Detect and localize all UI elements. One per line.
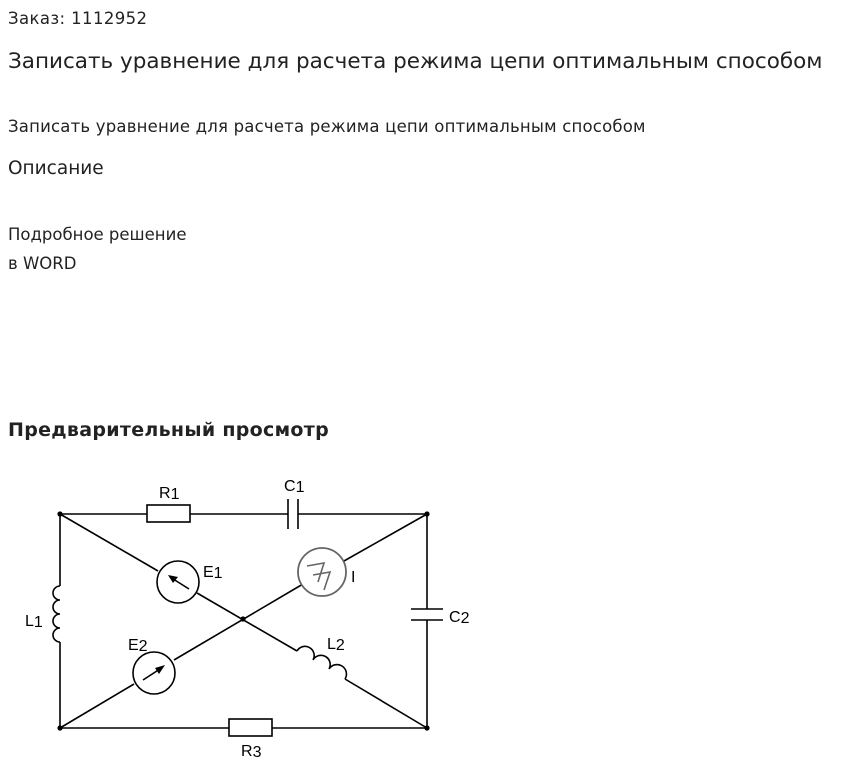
voltage-source-e2 [133, 652, 175, 694]
label-l2: L2 [327, 636, 345, 654]
page-subtitle: Записать уравнение для расчета режима цепи оптимальным способом [8, 117, 646, 136]
preview-heading: Предварительный просмотр [8, 419, 329, 441]
capacitor-c1 [288, 499, 298, 529]
label-c2: C2 [449, 609, 470, 627]
resistor-r1 [147, 505, 190, 522]
label-l1: L1 [25, 613, 43, 631]
order-number: Заказ: 1112952 [8, 9, 148, 28]
description-line-1: Подробное решение [8, 225, 187, 244]
label-i: I [351, 569, 356, 586]
resistor-r3 [229, 719, 272, 736]
capacitor-c2 [411, 609, 443, 620]
inductor-l1 [53, 586, 60, 642]
label-r1: R1 [159, 485, 180, 503]
page-title: Записать уравнение для расчета режима цепи оптимальным способом [8, 49, 823, 74]
description-heading: Описание [8, 158, 104, 179]
label-c1: C1 [284, 478, 305, 496]
current-source-i [298, 548, 346, 596]
label-r3: R3 [241, 743, 262, 761]
label-e2: E2 [128, 637, 148, 655]
description-line-2: в WORD [8, 254, 77, 273]
label-e1: E1 [203, 564, 223, 582]
circuit-schematic [0, 470, 480, 767]
voltage-source-e1 [157, 561, 199, 603]
description-text [8, 220, 186, 278]
